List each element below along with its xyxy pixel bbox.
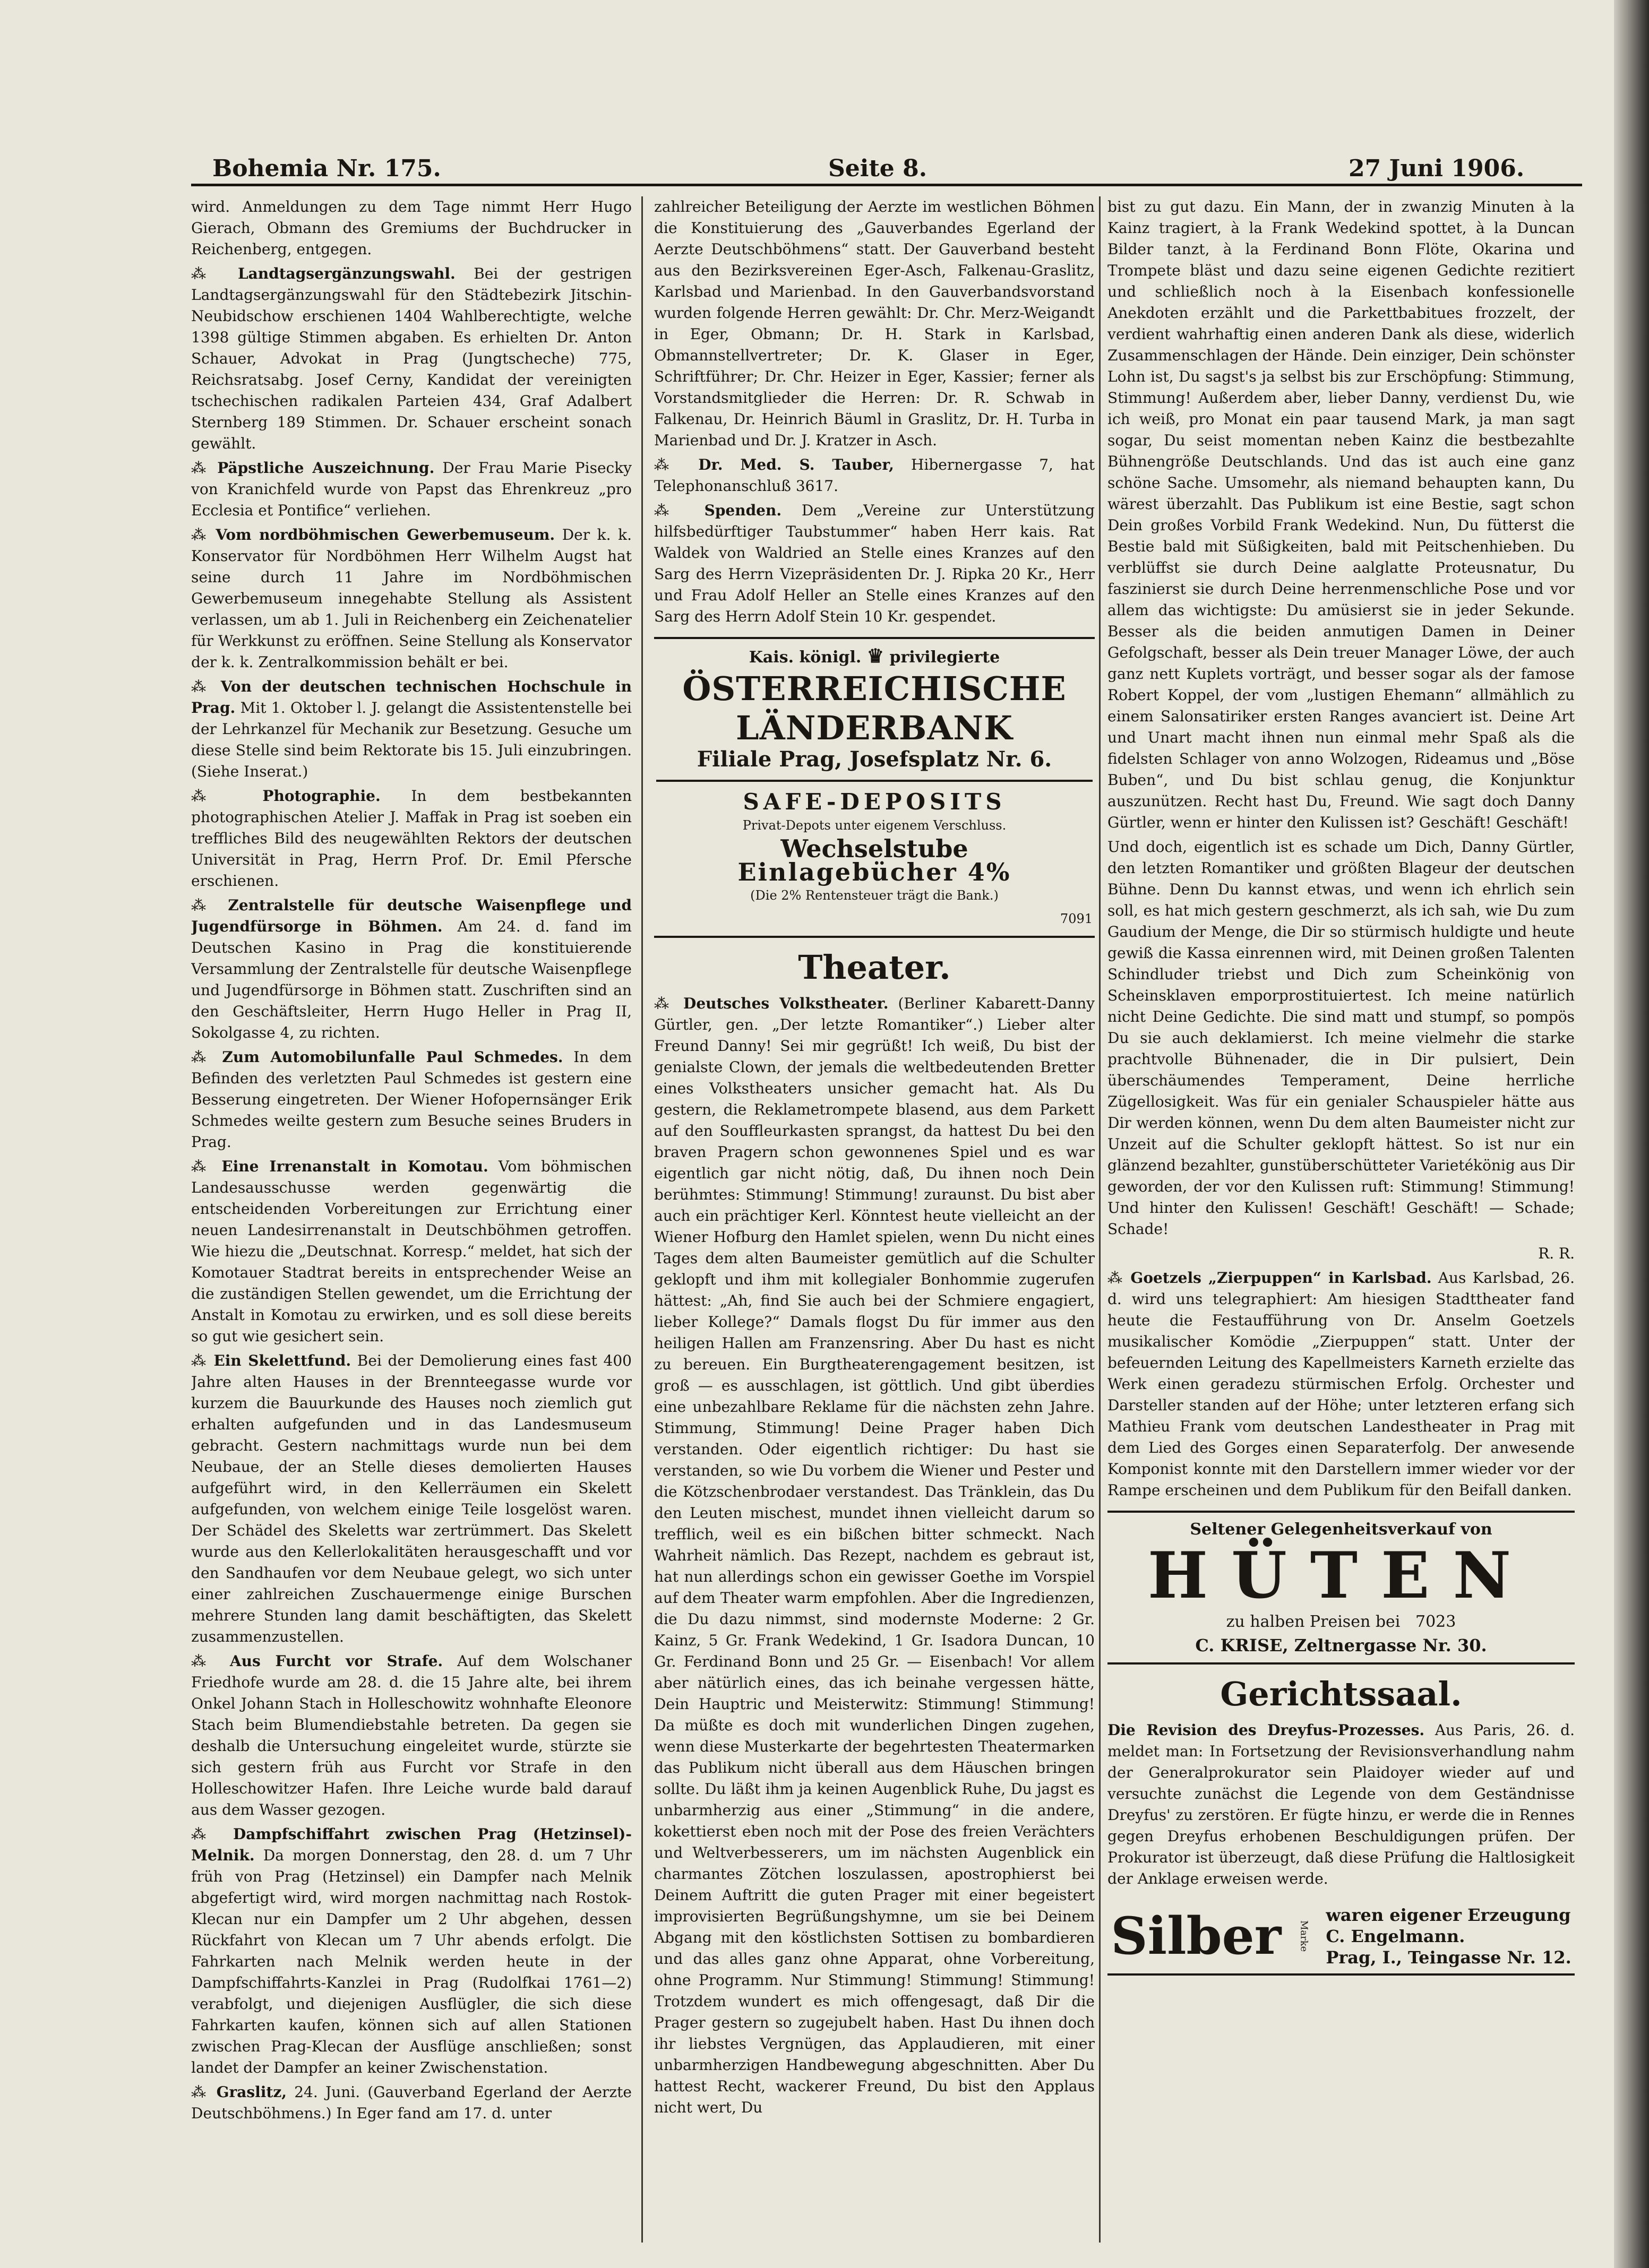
hat-ad-price — [1110, 1610, 1573, 1634]
news-text: Auf dem Wolschaner Friedhofe wurde am 28. d. die 15 Jahre alte, bei ihrem Onkel Johann Stach in Holleschowitz wohnhafte Eleonore Stach beim Blumendiebstahle betreten. Da gegen sie deshalb die Untersuchung eingeleitet wurde, stürzte sie sich gestern früh aus Furcht vor Strafe in den Holleschowitzer Hafen. Ihre Leiche wurde bald darauf aus dem Wasser gezogen. — [191, 1652, 632, 1818]
news-text: Der k. k. Konservator für Nordböhmen Herr Wilhelm Augst hat seine durch 11 Jahre im Nordböhmischen Gewerbemuseum innegehabte Stellung als Assistent verlassen, um ab 1. Juli in Reichenberg ein Zeichenatelier für Werkkunst zu eröffnen. Seine Stellung als Konservator der k. k. Zentralkommission behält er bei. — [191, 526, 632, 671]
header-page-number: Seite 8. — [828, 155, 927, 182]
bank-savings-books: Einlagebücher 4% — [737, 858, 1011, 886]
ad-divider — [656, 780, 1093, 782]
news-headline: Vom nordböhmischen Gewerbemuseum. — [216, 526, 555, 544]
silver-ad-line: waren eigener Erzeugung — [1326, 1905, 1571, 1925]
news-text: Am 24. d. fand im Deutschen Kasino in Prag die konstituierende Versammlung der Zentralstelle für deutsche Waisenpflege und Jugendfürsorge in Böhmen statt. Zuschriften sind an den Geschäftsleiter, Herrn Hugo Heller in Prag II, Sokolgasse 4, zu richten. — [191, 918, 632, 1041]
ad-code: 7023 — [1415, 1612, 1456, 1631]
bank-branch: Filiale Prag, Josefsplatz Nr. 6. — [697, 747, 1052, 772]
news-text: Und doch, eigentlich ist es schade um Dich, Danny Gürtler, den letzten Romantiker und größten Blageur der deutschen Bühne. Denn Du kannst etwas, und wenn ich ehrlich sein soll, es hat mich gestern geschmerzt, als ich sah, wie Du zum Gaudium der Menge, die Dir so stürmisch huldigte und heute gewiß die Kassa einrennen wird, mit Deinen großen Talenten Schindluder triebst und Dich zum Scheinkönig von Scheinsklaven emporprostituiertest. Ich meine natürlich nicht Deine Gedichte. Die sind matt und stumpf, so pompös Du sie auch deklamierst. Ich meine vielmehr die starke prachtvolle Bühnenader, die in Dir pulsiert, Dein überschäumendes Temperament, Deine herrliche Zügellosigkeit. Was für ein genialer Schauspieler hätte aus Dir werden können, wenn Du dem alten Baumeister nicht zur Unzeit auf die Schulter geklopft hättest. So ist nur ein glänzend bezahlter, gunstüberschütteter Varietékönig aus Dir geworden, der vor den Kulissen ruft: Stimmung! Stimmung! Und hinter den Kulissen! Geschäft! Geschäft! — Schade; Schade! — [1107, 838, 1575, 1238]
news-text: Aus Karlsbad, 26. d. wird uns telegraphiert: Am hiesigen Stadttheater fand heute die Festaufführung von Dr. Anselm Goetzels musikalischer Komödie „Zierpuppen“ statt. Unter der befeuernden Leitung des Kapellmeisters Karneth erzielte das Werk einen geradezu stürmischen Erfolg. Orchester und Darsteller standen auf der Höhe; unter letzteren erfang sich Mathieu Frank vom deutschen Landestheater in Prag mit dem Lied des Gorges einen Separaterfolg. Der anwesende Komponist konnte mit den Darstellern immer wieder vor der Rampe erscheinen und dem Publikum für den Beifall danken. — [1107, 1269, 1575, 1499]
news-headline: Eine Irrenanstalt in Komotau. — [221, 1158, 488, 1175]
news-text: Mit 1. Oktober l. J. gelangt die Assistentenstelle bei der Lehrkanzel für Mechanik zur Besetzung. Gesuche um diese Stelle sind beim Rektorate bis 15. Juli einzubringen. (Siehe Inserat.) — [191, 699, 632, 780]
bank-name: ÖSTERREICHISCHE LÄNDERBANK — [682, 669, 1067, 747]
column-right — [1107, 196, 1575, 2243]
crown-icon: ♛ — [866, 645, 884, 667]
news-item: ⁂ Vom nordböhmischen Gewerbemuseum. Der k. k. Konservator für Nordböhmen Herr Wilhelm Augst hat seine durch 11 Jahre im Nordböhmischen Gewerbemuseum innegehabte Stellung als Assistent verlassen, um ab 1. Juli in Reichenberg ein Zeichenatelier für Werkkunst zu eröffnen. Seine Stellung als Konservator der k. k. Zentralkommission behält er bei. — [191, 526, 632, 671]
news-item: ⁂ Von der deutschen technischen Hochschule in Prag. Mit 1. Oktober l. J. gelangt die Assistentenstelle bei der Lehrkanzel für Mechanik zur Besetzung. Gesuche um diese Stelle sind beim Rektorate bis 15. Juli einzubringen. (Siehe Inserat.) — [191, 678, 632, 780]
news-headline: Von der deutschen technischen Hochschule in Prag. — [191, 678, 632, 717]
news-text: Bei der Demolierung eines fast 400 Jahre alten Hauses in der Brennteegasse wurde vor kurzem die Bauurkunde des Hauses noch ziemlich gut erhalten aufgefunden und in das Landesmuseum gebracht. Gestern nachmittags wurde nun bei dem Neubaue, der an Stelle dieses demolierten Hauses aufgeführt wird, in den Kellerräumen ein Skelett aufgefunden, von welchem einige Teile losgelöst waren. Der Schädel des Skeletts war zertrümmert. Das Skelett wurde aus den Kellerlokalitäten herausgeschafft und vor den Sandhaufen vor dem Neubaue gelegt, wo sich unter einer zahlreichen Zuschauermenge einige Burschen mehrere Stunden lang damit beschäftigten, das Skelett zusammenzustellen. — [191, 1352, 632, 1645]
news-headline: Ein Skelettfund. — [213, 1352, 351, 1369]
news-headline: Spenden. — [704, 502, 782, 519]
bank-ad-privilegierte: privilegierte — [889, 648, 1000, 667]
news-text: Aus Paris, 26. d. meldet man: In Fortsetzung der Revisionsverhandlung nahm der Generalprokurator sein Plaidoyer wieder auf und versuchte zunächst die Legende von dem Geständnisse Dreyfus' zu zerstören. Er fügte hinzu, er werde die in Rennes gegen Dreyfus erhobenen Beschuldigungen prüfen. Der Prokurator ist überzeugt, daß diese Prüfung die Haltlosigkeit der Anklage erweisen werde. — [1107, 1721, 1575, 1887]
news-headline: Dr. Med. S. Tauber, — [698, 456, 894, 473]
news-item: ⁂ Landtagsergänzungswahl. Bei der gestrigen Landtagsergänzungswahl für den Städtebezirk Jitschin-Neubidschow erschienen 1404 Wahlberechtigte, welche 1398 gültige Stimmen abgaben. Es erhielten Dr. Anton Schauer, Advokat in Prag (Jungtscheche) 775, Reichsratsabg. Josef Cerny, Kandidat der vereinigten tschechischen radikalen Parteien 434, Graf Adalbert Sternberg 189 Stimmen. Dr. Schauer erscheint sonach gewählt. — [191, 265, 632, 452]
news-headline: Deutsches Volkstheater. — [683, 995, 889, 1012]
news-text: Dem „Vereine zur Unterstützung hilfsbedürftiger Taubstummer“ haben Herr kais. Rat Waldek von Waldried an Stelle eines Kranzes auf den Sarg des Herrn Vizepräsidenten Dr. J. Ripka 20 Kr., Herr und Frau Adolf Heller an Stelle eines Kranzes auf den Sarg des Herrn Adolf Stein 10 Kr. gespendet. — [654, 502, 1095, 625]
news-item: ⁂ Zentralstelle für deutsche Waisenpflege und Jugendfürsorge in Böhmen. Am 24. d. fand im Deutschen Kasino in Prag die konstituierende Versammlung der Zentralstelle für deutsche Waisenpflege und Jugendfürsorge in Böhmen statt. Zuschriften sind an den Geschäftsleiter, Herrn Hugo Heller in Prag II, Sokolgasse 4, zu richten. — [191, 896, 632, 1041]
column-middle — [654, 196, 1095, 2243]
news-item — [654, 196, 1095, 451]
hat-ad-price-text: zu halben Preisen bei — [1226, 1612, 1401, 1631]
hat-sale-advertisement — [1107, 1511, 1575, 1665]
news-headline: Landtagsergänzungswahl. — [237, 265, 456, 282]
news-item: ⁂ Aus Furcht vor Strafe. Auf dem Wolschaner Friedhofe wurde am 28. d. die 15 Jahre alte, bei ihrem Onkel Johann Stach in Holleschowitz wohnhafte Eleonore Stach beim Blumendiebstahle betreten. Da gegen sie deshalb die Untersuchung eingeleitet wurde, stürzte sie sich gestern früh aus Furcht vor Strafe in den Holleschowitzer Hafen. Ihre Leiche wurde bald darauf aus dem Wasser gezogen. — [191, 1652, 632, 1818]
news-text: wird. Anmeldungen zu dem Tage nimmt Herr Hugo Gierach, Obmann des Gremiums der Buchdrucker in Reichenberg, entgegen. — [191, 198, 632, 258]
news-item: ⁂ Goetzels „Zierpuppen“ in Karlsbad. Aus Karlsbad, 26. d. wird uns telegraphiert: Am hiesigen Stadttheater fand heute die Festaufführung von Dr. Anselm Goetzels musikalischer Komödie „Zierpuppen“ statt. Unter der befeuernden Leitung des Kapellmeisters Karneth erzielte das Werk einen geradezu stürmischen Erfolg. Orchester und Darsteller standen auf der Höhe; unter letzteren erfang sich Mathieu Frank vom deutschen Landestheater in Prag mit dem Lied des Gorges einen Separaterfolg. Der anwesende Komponist konnte mit den Darstellern immer wieder vor der Rampe erscheinen und dem Publikum für den Beifall danken. — [1107, 1269, 1575, 1499]
news-item: ⁂ Päpstliche Auszeichnung. Der Frau Marie Pisecky von Kranichfeld wurde von Papst das Ehrenkreuz „pro Ecclesia et Pontifice“ verliehen. — [191, 459, 632, 519]
news-item — [1107, 1720, 1575, 1890]
news-text: Der Frau Marie Pisecky von Kranichfeld wurde von Papst das Ehrenkreuz „pro Ecclesia et Pontifice“ verliehen. — [191, 459, 632, 519]
header-publication: Bohemia Nr. 175. — [212, 155, 441, 182]
news-item: ⁂ Photographie. In dem bestbekannten photographischen Atelier J. Maffak in Prag ist soeben ein treffliches Bild des neugewählten Rektors der deutschen Universität in Prag, Herrn Prof. Dr. Emil Pfersche erschienen. — [191, 787, 632, 890]
silver-ad-address: Prag, I., Teingasse Nr. 12. — [1326, 1947, 1571, 1968]
news-headline: Dampfschiffahrt zwischen Prag (Hetzinsel)-Melnik. — [191, 1825, 632, 1864]
silver-ad-word: Silber — [1111, 1906, 1282, 1966]
news-headline: Photographie. — [262, 787, 381, 805]
header-date: 27 Juni 1906. — [1349, 155, 1525, 182]
news-text: Hibernergasse 7, hat Telephonanschluß 3617. — [654, 456, 1095, 495]
news-item — [1107, 837, 1575, 1240]
silver-ad-maker: C. Engelmann. — [1326, 1926, 1465, 1946]
news-item — [1107, 196, 1575, 833]
hat-ad-word: HÜTEN — [1147, 1538, 1535, 1613]
news-item: ⁂ Ein Skelettfund. Bei der Demolierung eines fast 400 Jahre alten Hauses in der Brennteegasse wurde vor kurzem die Bauurkunde des Hauses noch ziemlich gut erhalten aufgefunden und in das Landesmuseum gebracht. Gestern nachmittags wurde nun bei dem Neubaue, der an Stelle dieses demolierten Hauses aufgeführt wird, in den Kellerräumen ein Skelett aufgefunden, von welchem einige Teile losgelöst waren. Der Schädel des Skeletts war zertrümmert. Das Skelett wurde aus den Kellerlokalitäten herausgeschafft und vor den Sandhaufen vor dem Neubaue gelegt, wo sich unter einer zahlreichen Zuschauermenge einige Burschen mehrere Stunden lang damit beschäftigten, das Skelett zusammenzustellen. — [191, 1352, 632, 1645]
news-headline: Goetzels „Zierpuppen“ in Karlsbad. — [1130, 1269, 1432, 1287]
header-rule — [191, 184, 1582, 186]
news-text: In dem Befinden des verletzten Paul Schmedes ist gestern eine Besserung eingetreten. Der Wiener Hofopernsänger Erik Schmedes weilte gestern zum Besuche seines Bruders in Prag. — [191, 1048, 632, 1151]
news-text: 24. Juni. (Gauverband Egerland der Aerzte Deutschböhmens.) In Eger fand am 17. d. unter — [191, 2083, 632, 2122]
silver-ad-mark: Marke — [1298, 1920, 1310, 1952]
silver-ad-details — [1326, 1904, 1571, 1968]
author-signature: R. R. — [1538, 1245, 1575, 1262]
news-item: ⁂ Graslitz, 24. Juni. (Gauverband Egerland der Aerzte Deutschböhmens.) In Eger fand am 17. d. unter — [191, 2083, 632, 2122]
bank-safe-deposits: SAFE-DEPOSITS — [743, 789, 1006, 815]
theater-review: ⁂ Deutsches Volkstheater. (Berliner Kabarett-Danny Gürtler, gen. „Der letzte Romantiker“.) Lieber alter Freund Danny! Sei mir gegrüßt! Ich weiß, Du bist der genialste Clown, der jemals die weltbedeutenden Bretter eines Volkstheaters unsicher gemacht hat. Als Du gestern, die Reklametrompete blasend, aus dem Parkett auf den Souffleurkasten sprangst, da hattest Du bei den braven Pragern schon gewonnenes Spiel und es war eigentlich gar nicht nötig, daß, Du ihnen noch Dein berühmtes: Stimmung! Stimmung! zuraunst. Du bist aber auch ein prächtiger Kerl. Könntest heute vielleicht an der Wiener Hofburg den Hamlet spielen, wenn Du nicht eines Tages dem alten Baumeister gemütlich auf die Schulter geklopft und ihm mit kollegialer Bonhommie zugerufen hättest: „Ah, find Sie auch bei der Schmiere engagiert, lieber Kollege?“ Damals flogst Du für immer aus den heiligen Hallen am Franzensring. Aber Du hast es nicht zu bereuen. Ein Burgtheaterengagement besitzen, ist groß — es ausschlagen, ist göttlich. Und gibt überdies eine unbezahlbare Reklame für die nächsten zehn Jahre. Stimmung, Stimmung! Deine Prager haben Dich verstanden. Oder eigentlich richtiger: Du hast sie verstanden, so wie Du vorbem die Wiener und Pester und die Kötzschenbrodaer verstandest. Das Tränklein, das Du den Leuten mischest, mundet ihnen vielleicht darum so trefflich, weil es ein bißchen bitter schmeckt. Nach Wahrheit nämlich. Das Rezept, nachdem es gebraut ist, hat nun allerdings schon ein gewisser Goethe im Vorspiel auf dem Theater warm empfohlen. Aber die Ingredienzen, die Du dazu nimmst, sind modernste Moderne: 2 Gr. Kainz, 5 Gr. Frank Wedekind, 1 Gr. Isadora Duncan, 10 Gr. Ferdinand Bonn und 25 Gr. — Eisenbach! Vor allem aber nätürlich eines, das ich beinahe vergessen hätte, Dein Hauptric und Meisterwitz: Stimmung! Stimmung! Da müßte es doch mit wunderlichen Dingen zugehen, wenn diese Musterkarte der begehrtesten Theatermarken das Publikum nicht überall aus dem Häuschen bringen sollte. Du läßt ihm ja keinen Augenblick Ruhe, Du jagst es unbarmherzig aus einer „Stimmung“ in die andere, kokettierst eben noch mit der Pose des freien Verächters und Weltverbesserers, um im nächsten Augenblick ein charmantes Zötchen loszulassen, apostrophierst bei Deinem Auftritt die guten Prager mit einer begeistert improvisierten Begrüßungshymne, um sie bei Deinem Abgang mit den köstlichsten Sottisen zu bombardieren und das alles ganz ohne Apparat, ohne Vorbereitung, ohne Programm. Nur Stimmung! Stimmung! Stimmung! Trotzdem wundert es mich offengesagt, daß Dir die Prager gestern so zugejubelt haben. Hast Du ihnen doch ihr liebstes Vergnügen, das Applaudieren, mit einer unbarmherzigen Handbewegung abgeschnitten. Aber Du hattest Recht, wackerer Freund, Du bist den Applaus nicht wert, Du — [654, 995, 1095, 2116]
news-headline: Die Revision des Dreyfus-Prozesses. — [1107, 1721, 1425, 1739]
silver-advertisement — [1107, 1899, 1575, 1976]
column-divider — [1099, 196, 1101, 2243]
bank-advertisement — [654, 637, 1095, 938]
theater-section-title: Theater. — [798, 948, 951, 987]
news-text: In dem bestbekannten photographischen Atelier J. Maffak in Prag ist soeben ein treffliches Bild des neugewählten Rektors der deutschen Universität in Prag, Herrn Prof. Dr. Emil Pfersche erschienen. — [191, 787, 632, 890]
court-section-title: Gerichtssaal. — [1220, 1675, 1462, 1713]
news-item: ⁂ Dampfschiffahrt zwischen Prag (Hetzinsel)-Melnik. Da morgen Donnerstag, den 28. d. um 7 Uhr früh von Prag (Hetzinsel) ein Dampfer nach Melnik abgefertigt wird, wird morgen nachmittag nach Rostok-Klecan nur ein Dampfer um 2 Uhr abgehen, dessen Rückfahrt von Klecan um 7 Uhr abends erfolgt. Die Fahrkarten nach Melnik werden heute in der Dampfschiffahrts-Kanzlei in Prag (Rudolfkai 1761—2) verabfolgt, und diejenigen Ausflügler, die sich diese Fahrkarten kaufen, können sich auf allen Stationen zwischen Prag-Klecan der Ausflüge anschließen; sonst landet der Dampfer an keiner Zwischenstation. — [191, 1825, 632, 2076]
bank-ad-line — [656, 644, 1093, 669]
news-text: (Berliner Kabarett-Danny Gürtler, gen. „Der letzte Romantiker“.) Lieber alter Freund Danny! Sei mir gegrüßt! Ich weiß, Du bist der genialste Clown, der jemals die weltbedeutenden Bretter eines Volkstheaters unsicher gemacht hat. Als Du gestern, die Reklametrompete blasend, aus dem Parkett auf den Souffleurkasten sprangst, da hattest Du bei den braven Pragern schon gewonnenes Spiel und es war eigentlich gar nicht nötig, daß, Du ihnen noch Dein berühmtes: Stimmung! Stimmung! zuraunst. Du bist aber auch ein prächtiger Kerl. Könntest heute vielleicht an der Wiener Hofburg den Hamlet spielen, wenn Du nicht eines Tages dem alten Baumeister gemütlich auf die Schulter geklopft und ihm mit kollegialer Bonhommie zugerufen hättest: „Ah, find Sie auch bei der Schmiere engagiert, lieber Kollege?“ Damals flogst Du für immer aus den heiligen Hallen am Franzensring. Aber Du hast es nicht zu bereuen. Ein Burgtheaterengagement besitzen, ist groß — es ausschlagen, ist göttlich. Und gibt überdies eine unbezahlbare Reklame für die nächsten zehn Jahre. Stimmung, Stimmung! Deine Prager haben Dich verstanden. Oder eigentlich richtiger: Du hast sie verstanden, so wie Du vorbem die Wiener und Pester und die Kötzschenbrodaer verstandest. Das Tränklein, das Du den Leuten mischest, mundet ihnen vielleicht darum so trefflich, weil es ein bißchen bitter schmeckt. Nach Wahrheit nämlich. Das Rezept, nachdem es gebraut ist, hat nun allerdings schon ein gewisser Goethe im Vorspiel auf dem Theater warm empfohlen. Aber die Ingredienzen, die Du dazu nimmst, sind modernste Moderne: 2 Gr. Kainz, 5 Gr. Frank Wedekind, 1 Gr. Isadora Duncan, 10 Gr. Ferdinand Bonn und 25 Gr. — Eisenbach! Vor allem aber nätürlich eines, das ich beinahe vergessen hätte, Dein Hauptric und Meisterwitz: Stimmung! Stimmung! Da müßte es doch mit wunderlichen Dingen zugehen, wenn diese Musterkarte der begehrtesten Theatermarken das Publikum nicht überall aus dem Häuschen bringen sollte. Du läßt ihm ja keinen Augenblick Ruhe, Du jagst es unbarmherzig aus einer „Stimmung“ in die andere, kokettierst eben noch mit der Pose des freien Verächters und Weltverbesserers, um im nächsten Augenblick ein charmantes Zötchen loszulassen, apostrophierst bei Deinem Auftritt die guten Prager mit einer begeistert improvisierten Begrüßungshymne, um sie bei Deinem Abgang mit den köstlichsten Sottisen zu bombardieren und das alles ganz ohne Apparat, ohne Vorbereitung, ohne Programm. Nur Stimmung! Stimmung! Stimmung! Trotzdem wundert es mich offengesagt, daß Dir die Prager gestern so zugejubelt haben. Hast Du ihnen doch ihr liebstes Vergnügen, das Applaudieren, mit einer unbarmherzigen Handbewegung abgeschnitten. Aber Du hattest Recht, wackerer Freund, Du bist den Applaus nicht wert, Du — [654, 995, 1095, 2116]
bank-ad-kais: Kais. königl. — [749, 648, 862, 667]
news-text: Bei der gestrigen Landtagsergänzungswahl für den Städtebezirk Jitschin-Neubidschow erschienen 1404 Wahlberechtigte, welche 1398 gültige Stimmen abgaben. Es erhielten Dr. Anton Schauer, Advokat in Prag (Jungtscheche) 775, Reichsratsabg. Josef Cerny, Kandidat der vereinigten tschechischen radikalen Parteien 434, Graf Adalbert Sternberg 189 Stimmen. Dr. Schauer erscheint sonach gewählt. — [191, 265, 632, 452]
news-headline: Aus Furcht vor Strafe. — [229, 1652, 443, 1670]
hat-ad-address: C. KRISE, Zeltnergasse Nr. 30. — [1195, 1635, 1487, 1655]
news-item: ⁂ Dr. Med. S. Tauber, Hibernergasse 7, hat Telephonanschluß 3617. — [654, 456, 1095, 495]
news-item — [191, 196, 632, 260]
news-text: zahlreicher Beteiligung der Aerzte im westlichen Böhmen die Konstituierung des „Gauverbandes Egerland der Aerzte Deutschböhmens“ statt. Der Gauverband besteht aus den Bezirksvereinen Eger-Asch, Falkenau-Graslitz, Karlsbad und Marienbad. In den Gauverbandsvorstand wurden folgende Herren gewählt: Dr. Chr. Merz-Weigandt in Eger, Obmann; Dr. H. Stark in Karlsbad, Obmannstellvertreter; Dr. K. Glaser in Eger, Schriftführer; Dr. Chr. Heizer in Eger, Kassier; ferner als Vorstandsmitglieder die Herren: Dr. R. Schwab in Falkenau, Dr. Heinrich Bäuml in Graslitz, Dr. H. Turba in Marienbad und Dr. J. Kratzer in Asch. — [654, 198, 1095, 449]
news-headline: Graslitz, — [216, 2083, 287, 2101]
news-headline: Päpstliche Auszeichnung. — [217, 459, 435, 477]
news-item: ⁂ Spenden. Dem „Vereine zur Unterstützung hilfsbedürftiger Taubstummer“ haben Herr kais. Rat Waldek von Waldried an Stelle eines Kranzes auf den Sarg des Herrn Vizepräsidenten Dr. J. Ripka 20 Kr., Herr und Frau Adolf Heller an Stelle eines Kranzes auf den Sarg des Herrn Adolf Stein 10 Kr. gespendet. — [654, 502, 1095, 625]
column-left — [191, 196, 632, 2243]
ad-code: 7091 — [1060, 911, 1093, 926]
page-edge-shadow — [1614, 0, 1649, 2268]
news-headline: Zum Automobilunfalle Paul Schmedes. — [222, 1048, 563, 1066]
news-text: Vom böhmischen Landesausschusse werden gegenwärtig die entscheidenden Vorbereitungen zur Errichtung einer neuen Landesirrenanstalt in Deutschböhmen getroffen. Wie hiezu die „Deutschnat. Korresp.“ meldet, hat sich der Komotauer Stadtrat bereits in entsprechender Weise an die zuständigen Stellen gewendet, um die Errichtung der Anstalt in Komotau zu erwirken, und es soll diese bereits so gut wie gesichert sein. — [191, 1158, 632, 1345]
news-item: ⁂ Zum Automobilunfalle Paul Schmedes. In dem Befinden des verletzten Paul Schmedes ist gestern eine Besserung eingetreten. Der Wiener Hofopernsänger Erik Schmedes weilte gestern zum Besuche seines Bruders in Prag. — [191, 1048, 632, 1151]
hat-ad-intro: Seltener Gelegenheitsverkauf von — [1190, 1520, 1492, 1539]
bank-tax-note: (Die 2% Rentensteuer trägt die Bank.) — [750, 888, 999, 903]
column-divider — [641, 196, 643, 2243]
news-item: ⁂ Eine Irrenanstalt in Komotau. Vom böhmischen Landesausschusse werden gegenwärtig die entscheidenden Vorbereitungen zur Errichtung einer neuen Landesirrenanstalt in Deutschböhmen getroffen. Wie hiezu die „Deutschnat. Korresp.“ meldet, hat sich der Komotauer Stadtrat bereits in entsprechender Weise an die zuständigen Stellen gewendet, um die Errichtung der Anstalt in Komotau zu erwirken, und es soll diese bereits so gut wie gesichert sein. — [191, 1158, 632, 1345]
news-text: bist zu gut dazu. Ein Mann, der in zwanzig Minuten à la Kainz tragiert, à la Frank Wedekind spottet, à la Duncan Bilder tanzt, à la Ferdinand Bonn Flöte, Okarina und Trompete bläst und dazu seine eigenen Gedichte rezitiert und schließlich noch à la Eisenbach konfessionelle Anekdoten erzählt und die Parkettbabitues frozzelt, der verdient wahrhaftig einen anderen Dank als diese, widerlich Zusammenschlagen der Hände. Dein einziger, Dein schönster Lohn ist, Du sagst's ja selbst bis zur Erschöpfung: Stimmung, Stimmung! Außerdem aber, lieber Danny, verdienst Du, wie ich weiß, pro Monat ein paar tausend Mark, ja man sagt sogar, Du seist momentan neben Kainz die bestbezahlte Bühnengröße Deutschlands. Und das ist auch eine ganz schöne Sache. Umsomehr, als niemand behaupten kann, Du wärest überzahlt. Das Publikum ist eine Bestie, sagt schon Dein großes Vorbild Frank Wedekind. Nun, Du fütterst die Bestie bald mit Süßigkeiten, bald mit Peitschenhieben. Du verblüffst sie durch Deine aalglatte Proteusnatur, Du faszinierst sie durch Deine herrenmenschliche Pose und vor allem das wichtigste: Du amüsierst sie in jeder Sekunde. Besser als die beiden anmutigen Damen in Deiner Gefolgschaft, besser als Dein treuer Manager Löwe, der auch ganz nett Kuplets vorträgt, und besser sogar als der famose Robert Koppel, der vom „lustigen Ehemann“ allmählich zu einem Salonsatiriker ersten Ranges avanciert ist. Deine Art und Unart macht ihnen nun einmal mehr Spaß als die fidelsten Schlager von anno Wolzogen, Rideamus und „Böse Buben“, und Du bist schlau genug, die Konjunktur auszunützen. Recht hast Du, Freund. Wie sagt doch Danny Gürtler, wenn er hinter den Kulissen ist? Geschäft! Geschäft! — [1107, 198, 1575, 831]
bank-private-depots: Privat-Depots unter eigenem Verschluss. — [742, 818, 1007, 833]
news-text: Da morgen Donnerstag, den 28. d. um 7 Uhr früh von Prag (Hetzinsel) ein Dampfer nach Melnik abgefertigt wird, wird morgen nachmittag nach Rostok-Klecan nur ein Dampfer um 2 Uhr abgehen, dessen Rückfahrt von Klecan um 7 Uhr abends erfolgt. Die Fahrkarten nach Melnik werden heute in der Dampfschiffahrts-Kanzlei in Prag (Rudolfkai 1761—2) verabfolgt, und diejenigen Ausflügler, die sich diese Fahrkarten kaufen, können sich auf allen Stationen zwischen Prag-Klecan der Ausflüge anschließen; sonst landet der Dampfer an keiner Zwischenstation. — [191, 1847, 632, 2076]
bank-exchange: Wechselstube — [780, 834, 968, 863]
news-headline: Zentralstelle für deutsche Waisenpflege und Jugendfürsorge in Böhmen. — [191, 896, 632, 935]
